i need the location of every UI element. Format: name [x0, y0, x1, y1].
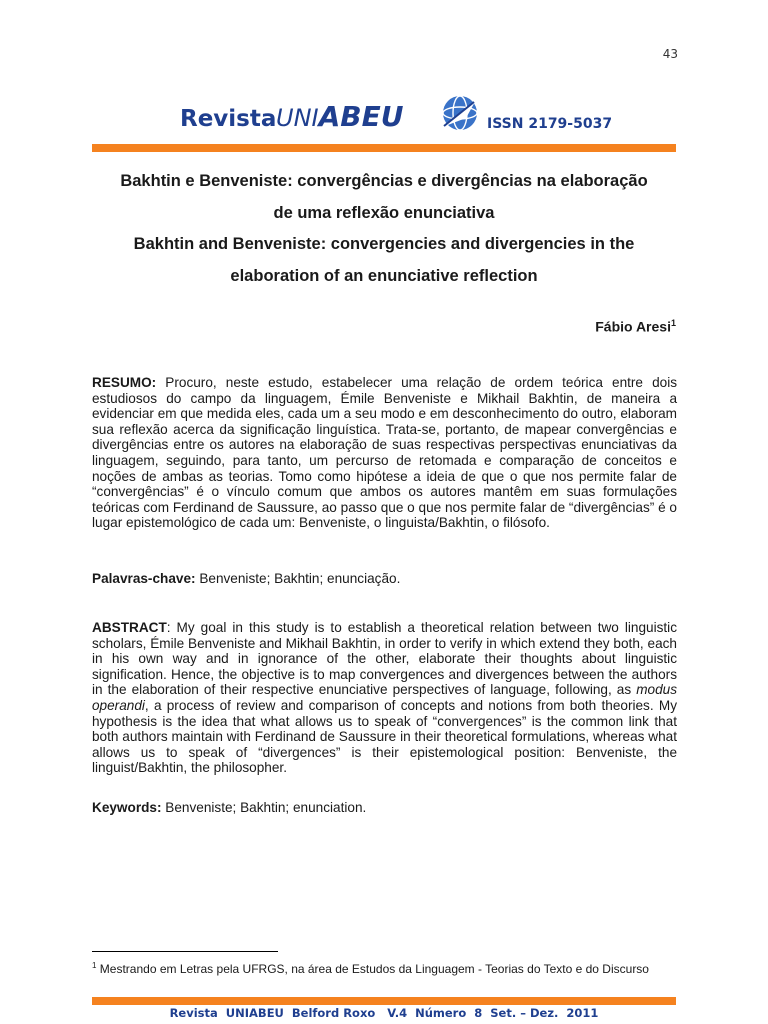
page-number: 43: [662, 47, 678, 61]
author-name: [595, 318, 676, 335]
globe-plane-logo-icon: [436, 92, 482, 134]
masthead-logo-text: [276, 100, 403, 133]
title-pt-line-1: Bakhtin e Benveniste: convergências e divergências na elaboração: [120, 172, 648, 190]
issn-number: ISSN 2179-5037: [487, 116, 613, 132]
masthead-uni: UNI: [276, 104, 319, 132]
abstract-text-b: , a process of review and comparison of concepts and notions from both theories. My hypothesis is the idea that what allows us to speak of “convergences” is the common link that both authors maintain with Ferdinand de Saussure in their theoretical formulations, whereas what allows us to speak of “divergences” is their epistemological position: Benveniste, the linguist/Bakhtin, the philosopher.: [92, 697, 677, 776]
footer-citation: Revista UNIABEU Belford Roxo V.4 Número 8 Set. – Dez. 2011: [169, 1006, 599, 1020]
article-title: [92, 166, 676, 292]
palavras-chave-label: Palavras-chave:: [92, 571, 196, 586]
header-divider: [92, 144, 676, 152]
author-footnote-mark: 1: [670, 318, 676, 328]
resumo-text: Procuro, neste estudo, estabelecer uma relação de ordem teórica entre dois estudiosos do campo da linguagem, Émile Benveniste e Mikhail Bakhtin, de maneira a evidenciar em que medida eles, cada um a seu modo e em desconhecimento do outro, elaboram sua reflexão acerca da significação linguística. Trata-se, portanto, de mapear convergências e divergências entre os autores na elaboração de suas respectivas perspectivas enunciativas da linguagem, seguindo, para tanto, um percurso de retomada e comparação de conceitos e noções de ambas as teorias. Tomo como hipótese a ideia de que o que nos permite falar de “convergências” é o vínculo comum que ambos os autores mantêm em suas formulações teóricas com Ferdinand de Saussure, ao passo que o que nos permite falar de “divergências” é o lugar epistemológico de cada um: Benveniste, o linguista/Bakhtin, o filósofo.: [92, 375, 678, 531]
title-en-line-1: Bakhtin and Benveniste: convergencies and divergencies in the: [133, 235, 635, 253]
title-pt-line-2: de uma reflexão enunciativa: [273, 203, 495, 222]
palavras-chave-text: Benveniste; Bakhtin; enunciação.: [199, 571, 401, 586]
masthead-abeu: ABEU: [318, 100, 404, 133]
footnote-rule: [92, 951, 278, 952]
footer-divider: [92, 997, 676, 1005]
keywords-text: Benveniste; Bakhtin; enunciation.: [165, 800, 367, 815]
palavras-chave-line: [92, 571, 400, 586]
abstract-label: ABSTRACT: [92, 620, 167, 635]
abstract-italic: modus operandi: [92, 682, 677, 713]
keywords-label: Keywords:: [92, 800, 162, 815]
resumo-label: RESUMO:: [92, 375, 157, 390]
keywords-line: [92, 800, 366, 815]
abstract-paragraph: [92, 620, 677, 776]
footnote-text: Mestrando em Letras pela UFRGS, na área de Estudos da Linguagem - Teorias do Texto e do Discurso: [99, 962, 649, 976]
title-en-line-2: elaboration of an enunciative reflection: [230, 266, 538, 285]
journal-masthead: [0, 92, 768, 140]
resumo-paragraph: [92, 375, 677, 531]
abstract-text-a: : My goal in this study is to establish a theoretical relation between two linguistic scholars, Émile Benveniste and Mikhail Bakhtin, in order to verify in which extend they both, each in his own way and in ignorance of the other, elaborate their thoughts about linguistic signification. Hence, the objective is to map convergences and divergences between the authors in the elaboration of their respective enunciative perspectives of language, following, as: [92, 620, 677, 698]
footnote: [92, 958, 678, 977]
footnote-mark: 1: [92, 961, 97, 970]
author-name-text: Fábio Aresi: [595, 318, 671, 335]
masthead-revista: Revista: [180, 106, 277, 132]
